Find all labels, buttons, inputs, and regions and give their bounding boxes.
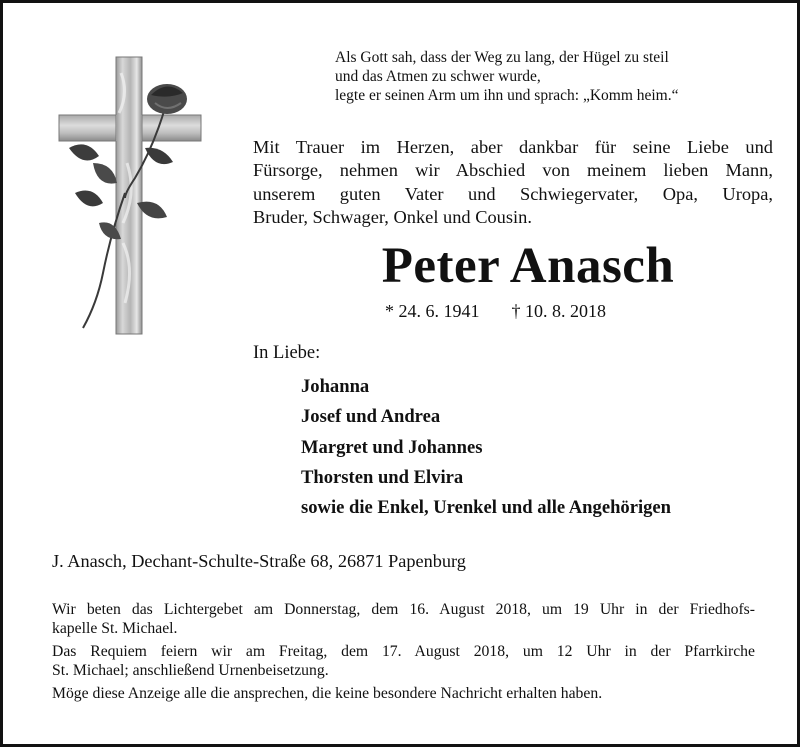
- life-dates: [385, 301, 606, 322]
- notice-line: St. Michael; anschließend Urnenbeisetzung.: [52, 662, 329, 679]
- contact-address: J. Anasch, Dechant-Schulte-Straße 68, 26871 Papenburg: [52, 551, 466, 571]
- quote-text: [335, 48, 775, 105]
- quote-line: und das Atmen zu schwer wurde,: [335, 68, 541, 85]
- birth-date: * 24. 6. 1941: [385, 301, 480, 321]
- death-date: † 10. 8. 2018: [511, 301, 606, 321]
- notice-paragraph: [52, 600, 755, 638]
- quote-line: Als Gott sah, dass der Weg zu lang, der Hügel zu steil: [335, 49, 669, 66]
- service-notices: [52, 600, 755, 707]
- notice-line: Das Requiem feiern wir am Freitag, dem 17. August 2018, um 12 Uhr in der Pfarrkirche: [52, 643, 755, 660]
- quote-line: legte er seinen Arm um ihn und sprach: „Komm heim.“: [335, 87, 679, 104]
- mourner-name: sowie die Enkel, Urenkel und alle Angehörigen: [301, 497, 672, 519]
- intro-line: Mit Trauer im Herzen, aber dankbar für seine Liebe und: [253, 137, 773, 157]
- mourners-list: [301, 372, 671, 523]
- intro-line: Bruder, Schwager, Onkel und Cousin.: [253, 207, 532, 228]
- notice-paragraph: [52, 684, 755, 703]
- notice-line: kapelle St. Michael.: [52, 620, 178, 637]
- intro-line: unserem guten Vater und Schwiegervater, Opa, Uropa,: [253, 183, 773, 204]
- mourner-name: Margret und Johannes: [301, 436, 483, 458]
- mourner-name: Thorsten und Elvira: [301, 466, 464, 488]
- notice-line: Wir beten das Lichtergebet am Donnerstag, dem 16. August 2018, um 19 Uhr in der Friedhofs-: [52, 601, 755, 618]
- intro-text: [253, 136, 773, 230]
- mourners-label: In Liebe:: [253, 343, 321, 363]
- mourner-name: Johanna: [301, 376, 370, 397]
- mourner-name: Josef und Andrea: [301, 406, 441, 428]
- intro-line: Fürsorge, nehmen wir Abschied von meinem lieben Mann,: [253, 160, 773, 181]
- notice-line: Möge diese Anzeige alle die ansprechen, die keine besondere Nachricht erhalten haben.: [52, 685, 603, 702]
- notice-paragraph: [52, 642, 755, 680]
- cross-with-rose-icon: [55, 53, 205, 338]
- deceased-name: Peter Anasch: [381, 238, 675, 294]
